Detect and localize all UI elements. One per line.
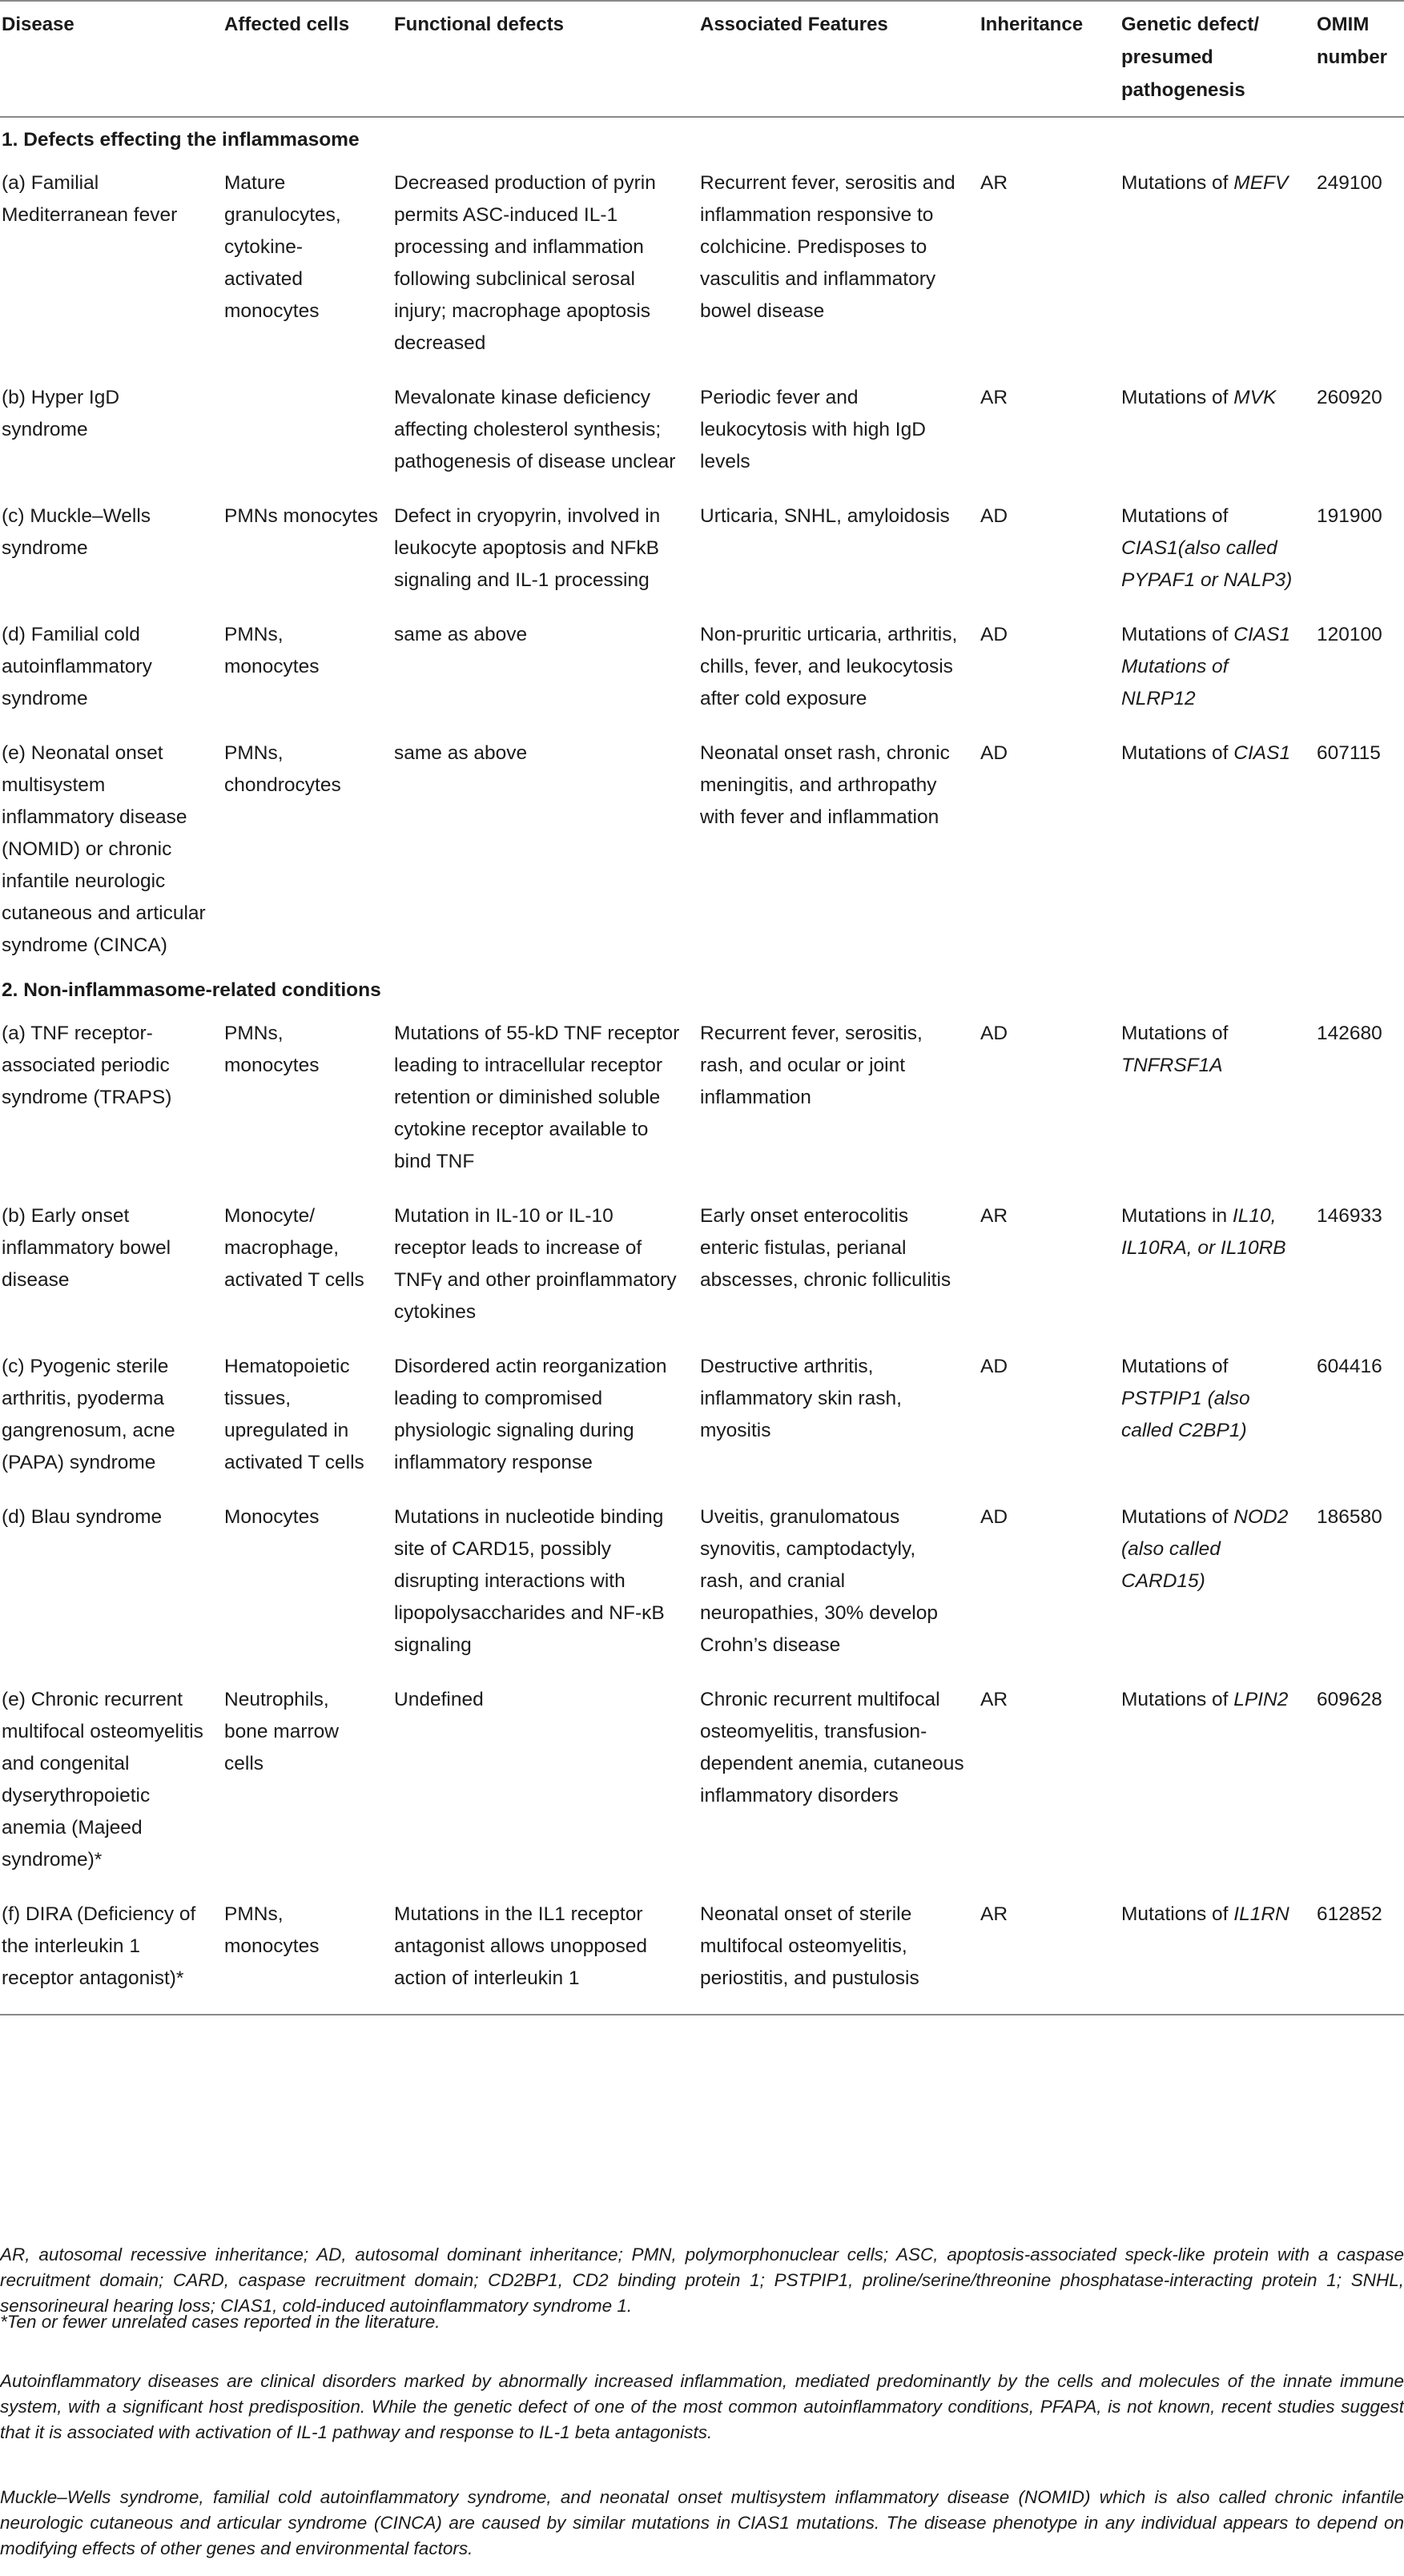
- gene-name: LPIN2: [1233, 1689, 1289, 1710]
- genetic-defect-cell: [1121, 609, 1317, 728]
- functional-defects-cell: Mutations in the IL1 receptor antagonist allows unopposed action of interleukin 1: [394, 1889, 700, 2015]
- associated-features-cell: Neonatal onset of sterile multifocal osteomyelitis, periostitis, and pustulosis: [700, 1889, 980, 2015]
- disease-cell: (e) Chronic recurrent multifocal osteomyelitis and congenital dyserythropoietic anemia (Majeed syndrome)*: [2, 1689, 203, 1871]
- mutation-prefix: Mutations of: [1121, 1903, 1229, 1925]
- table-row: [0, 491, 1404, 609]
- associated-features-cell: Neonatal onset rash, chronic meningitis, and arthropathy with fever and inflammation: [700, 742, 950, 828]
- disease-cell: (c) Pyogenic sterile arthritis, pyoderma gangrenosum, acne (PAPA) syndrome: [2, 1356, 175, 1473]
- mutation-prefix: Mutations of: [1121, 505, 1229, 527]
- functional-defects-cell: same as above: [394, 624, 528, 645]
- mutation-prefix: Mutations of: [1121, 624, 1229, 645]
- associated-features-cell: Early onset enterocolitis enteric fistulas, perianal abscesses, chronic folliculitis: [700, 1205, 951, 1291]
- genetic-defect-cell: [1121, 1492, 1317, 1674]
- functional-defects-cell: Mutation in IL-10 or IL-10 receptor leads to increase of TNFγ and other proinflammatory cytokines: [394, 1205, 677, 1323]
- affected-cells-cell: PMNs, monocytes: [224, 1889, 394, 2015]
- affected-cells-cell: Mature granulocytes, cytokine-activated monocytes: [224, 172, 341, 322]
- disease-cell: (f) DIRA (Deficiency of the interleukin 1 receptor antagonist)*: [0, 1889, 224, 2015]
- affected-cells-cell: PMNs, monocytes: [224, 1023, 320, 1076]
- mutation-prefix: Mutations of: [1121, 1356, 1229, 1377]
- table-row: [0, 1341, 1404, 1492]
- affected-cells-cell: PMNs, chondrocytes: [224, 742, 341, 796]
- header-affected-cells: Affected cells: [224, 1, 394, 117]
- mutation-prefix: Mutations of: [1121, 742, 1229, 764]
- mutation-prefix: Mutations of: [1121, 1023, 1229, 1044]
- disease-cell: (e) Neonatal onset multisystem inflammatory disease (NOMID) or chronic infantile neurologic cutaneous and articular syndrome (CINCA): [2, 742, 206, 956]
- omim-cell: 607115: [1317, 742, 1381, 764]
- associated-features-cell: Non-pruritic urticaria, arthritis, chills, fever, and leukocytosis after cold exposure: [700, 624, 958, 709]
- associated-features-cell: Recurrent fever, serositis and inflammation responsive to colchicine. Predisposes to vasculitis and inflammatory bowel disease: [700, 172, 955, 322]
- affected-cells-cell: Monocytes: [224, 1506, 320, 1528]
- omim-cell: 260920: [1317, 387, 1382, 408]
- functional-defects-cell: Mutations in nucleotide binding site of CARD15, possibly disrupting interactions with lipopolysaccharides and NF-κB signaling: [394, 1506, 665, 1656]
- associated-features-cell: Chronic recurrent multifocal osteomyelitis, transfusion-dependent anemia, cutaneous inflammatory disorders: [700, 1689, 964, 1806]
- gene-name: CIAS1(also called PYPAF1 or NALP3): [1121, 537, 1293, 591]
- gene-name: IL1RN: [1233, 1903, 1289, 1925]
- table-row: [0, 1492, 1404, 1674]
- table-row: [0, 1889, 1404, 2015]
- disease-cell: (a) Familial Mediterranean fever: [2, 172, 178, 226]
- mutation-prefix: Mutations of: [1121, 172, 1229, 194]
- omim-cell: 604416: [1317, 1356, 1382, 1377]
- table-header: [0, 1, 1404, 117]
- inheritance-cell: AD: [980, 1506, 1008, 1528]
- mutation-prefix: Mutations of: [1121, 387, 1229, 408]
- mutation-prefix: Mutations in: [1121, 1205, 1228, 1227]
- genetic-defect-cell: [1121, 158, 1317, 372]
- genetic-defect-cell: [1121, 728, 1317, 975]
- genetic-defect-cell: [1121, 1008, 1317, 1191]
- associated-features-cell: Urticaria, SNHL, amyloidosis: [700, 505, 950, 527]
- functional-defects-cell: Disordered actin reorganization leading to compromised physiologic signaling during inflammatory response: [394, 1356, 667, 1473]
- omim-cell: 120100: [1317, 624, 1382, 645]
- gene-name: CIAS1: [1233, 742, 1291, 764]
- inheritance-cell: AR: [980, 1689, 1008, 1710]
- mutation-prefix: Mutations of: [1121, 1506, 1229, 1528]
- functional-defects-cell: Undefined: [394, 1689, 484, 1710]
- disease-cell: (c) Muckle–Wells syndrome: [2, 505, 151, 559]
- inheritance-cell: AD: [980, 1023, 1008, 1044]
- affected-cells-cell: PMNs, monocytes: [224, 624, 320, 677]
- inheritance-cell: AD: [980, 624, 1008, 645]
- genetic-defect-cell: [1121, 372, 1317, 491]
- header-functional-defects: Functional defects: [394, 1, 700, 117]
- inheritance-cell: AD: [980, 1356, 1008, 1377]
- functional-defects-cell: Defect in cryopyrin, involved in leukocyte apoptosis and NFkB signaling and IL-1 processing: [394, 505, 661, 591]
- associated-features-cell: Periodic fever and leukocytosis with high IgD levels: [700, 387, 926, 472]
- gene-name: PSTPIP1 (also called C2BP1): [1121, 1388, 1250, 1441]
- omim-cell: 609628: [1317, 1689, 1382, 1710]
- gene-name: CIAS1 Mutations of NLRP12: [1121, 624, 1291, 709]
- inheritance-cell: AR: [980, 172, 1008, 194]
- table-body: [0, 117, 1404, 2015]
- inheritance-cell: AR: [980, 1889, 1121, 2015]
- genetic-defect-cell: [1121, 1341, 1317, 1492]
- omim-cell: 249100: [1317, 172, 1382, 194]
- inheritance-cell: AR: [980, 1205, 1008, 1227]
- functional-defects-cell: same as above: [394, 742, 528, 764]
- header-inheritance: Inheritance: [980, 1, 1121, 117]
- disease-cell: (a) TNF receptor-associated periodic syndrome (TRAPS): [2, 1023, 172, 1108]
- table-row: [0, 372, 1404, 491]
- omim-cell: 142680: [1317, 1023, 1382, 1044]
- genetic-defect-cell: [1121, 1674, 1317, 1889]
- functional-defects-cell: Mevalonate kinase deficiency affecting cholesterol synthesis; pathogenesis of disease unclear: [394, 387, 676, 472]
- section-row: [0, 975, 1404, 1008]
- disease-cell: (b) Early onset inflammatory bowel disease: [2, 1205, 171, 1291]
- disease-cell: (b) Hyper IgD syndrome: [2, 387, 120, 440]
- table-row: [0, 609, 1404, 728]
- header-associated-features: Associated Features: [700, 1, 980, 117]
- inheritance-cell: AD: [980, 742, 1008, 764]
- gene-name: NOD2 (also called CARD15): [1121, 1506, 1289, 1592]
- disease-cell: (d) Familial cold autoinflammatory syndrome: [2, 624, 152, 709]
- affected-cells-cell: [224, 372, 394, 491]
- table-row: [0, 728, 1404, 975]
- associated-features-cell: Destructive arthritis, inflammatory skin rash, myositis: [700, 1356, 902, 1441]
- header-genetic-defect: Genetic defect/ presumed pathogenesis: [1121, 1, 1317, 117]
- functional-defects-cell: Mutations of 55-kD TNF receptor leading to intracellular receptor retention or diminished soluble cytokine receptor available to bind TNF: [394, 1023, 680, 1172]
- gene-name: MVK: [1233, 387, 1277, 408]
- omim-cell: 186580: [1317, 1506, 1382, 1528]
- omim-cell: 612852: [1317, 1889, 1404, 2015]
- omim-cell: 146933: [1317, 1205, 1382, 1227]
- inheritance-cell: AR: [980, 387, 1008, 408]
- affected-cells-cell: Hematopoietic tissues, upregulated in activated T cells: [224, 1356, 364, 1473]
- section-heading: 1. Defects effecting the inflammasome: [2, 129, 360, 151]
- asterisk-footnote: *Ten or fewer unrelated cases reported in the literature.: [0, 2312, 441, 2332]
- section-heading: 2. Non-inflammasome-related conditions: [2, 979, 381, 1001]
- header-row: [0, 1, 1404, 117]
- cias1-note: Muckle–Wells syndrome, familial cold autoinflammatory syndrome, and neonatal onset multisystem inflammatory disease (NOMID) which is also called chronic infantile neurologic cutaneous and articular syndrome (CINCA) are caused by similar mutations in CIAS1 mutations. The disease phenotype in any individual appears to depend on modifying effects of other genes and environmental factors.: [0, 2487, 1404, 2558]
- gene-name: TNFRSF1A: [1121, 1055, 1223, 1076]
- mutation-prefix: Mutations of: [1121, 1689, 1229, 1710]
- gene-name: IL10, IL10RA, or IL10RB: [1121, 1205, 1286, 1259]
- disease-cell: (d) Blau syndrome: [2, 1506, 163, 1528]
- genetic-defect-cell: [1121, 491, 1317, 609]
- header-disease: Disease: [0, 1, 224, 117]
- affected-cells-cell: Monocyte/ macrophage, activated T cells: [224, 1205, 364, 1291]
- omim-cell: 191900: [1317, 505, 1382, 527]
- associated-features-cell: Recurrent fever, serositis, rash, and ocular or joint inflammation: [700, 1023, 923, 1108]
- autoinflammatory-note: Autoinflammatory diseases are clinical disorders marked by abnormally increased inflammation, mediated predominantly by the cells and molecules of the innate immune system, with a significant host predisposition. While the genetic defect of one of the most common autoinflammatory conditions, PFAPA, is not known, recent studies suggest that it is associated with activation of IL-1 pathway and response to IL-1 beta antagonists.: [0, 2371, 1404, 2442]
- abbreviations-footnote: AR, autosomal recessive inheritance; AD, autosomal dominant inheritance; PMN, polymorphonuclear cells; ASC, apoptosis-associated speck-like protein with a caspase recruitment domain; CARD, caspase recruitment domain; CD2BP1, CD2 binding protein 1; PSTPIP1, proline/serine/threonine phosphatase-interacting protein 1; SNHL, sensorineural hearing loss; CIAS1, cold-induced autoinflammatory syndrome 1.: [0, 2244, 1404, 2316]
- genetic-defect-cell: [1121, 1889, 1317, 2015]
- section-row: [0, 117, 1404, 158]
- functional-defects-cell: Decreased production of pyrin permits ASC-induced IL-1 processing and inflammation following subclinical serosal injury; macrophage apoptosis decreased: [394, 172, 656, 354]
- table-row: [0, 1008, 1404, 1191]
- header-omim: OMIM number: [1317, 1, 1404, 117]
- gene-name: MEFV: [1233, 172, 1289, 194]
- inheritance-cell: AD: [980, 505, 1008, 527]
- affected-cells-cell: Neutrophils, bone marrow cells: [224, 1689, 339, 1774]
- table-row: [0, 1674, 1404, 1889]
- associated-features-cell: Uveitis, granulomatous synovitis, camptodactyly, rash, and cranial neuropathies, 30% develop Crohn’s disease: [700, 1506, 938, 1656]
- table-row: [0, 1191, 1404, 1341]
- affected-cells-cell: PMNs monocytes: [224, 505, 378, 527]
- genetic-defect-cell: [1121, 1191, 1317, 1341]
- table-row: [0, 158, 1404, 372]
